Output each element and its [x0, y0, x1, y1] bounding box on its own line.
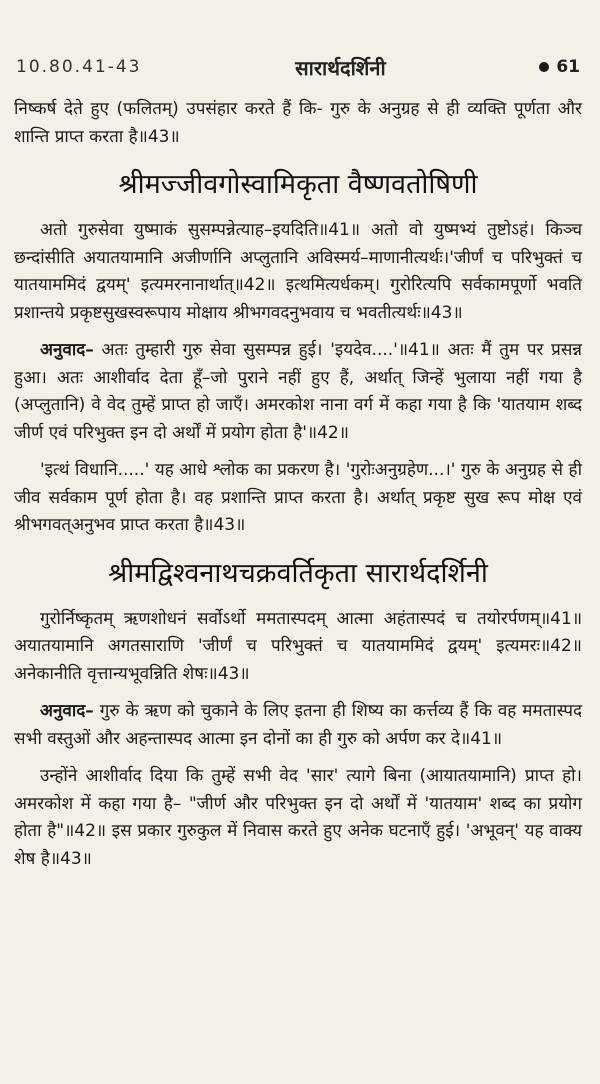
- sanskrit-commentary-2: गुरोर्निष्कृतम् ऋणशोधनं सर्वोऽर्थो ममतास्पदम् आत्मा अहंतास्पदं च तयोरर्पणम्॥41॥ अयातयामानि अगतसाराणि 'जीर्णं च परिभुक्तं च यातयाममिदं द्वयम्' इत्यमरः॥42॥ अनेकानीति वृत्तान्यभूवन्निति शेषः॥43॥: [14, 608, 582, 684]
- bullet-icon: [539, 62, 549, 72]
- section-heading-sarartha-darshini: श्रीमद्विश्वनाथचक्रवर्तिकृता सारार्थदर्शिनी: [108, 557, 488, 589]
- translation-text: अतः तुम्हारी गुरु सेवा सुसम्पन्न हुई। 'इयदेव....'॥41॥ अतः मैं तुम पर प्रसन्न हुआ। अतः आशीर्वाद देता हूँ–जो पुराने नहीं हुए हैं, अर्थात् जिन्हें भुलाया नहीं गया है (अप्लुतानि) वे वेद तुम्हें प्राप्त हो जाएँ। अमरकोश नाना वर्ग में कहा गया है कि 'यातयाम शब्द जीर्ण एवं परिभुक्त इन दो अर्थों में प्रयोग होता है'॥42॥: [14, 340, 583, 443]
- intro-paragraph: निष्कर्ष देते हुए (फलितम्) उपसंहार करते हैं कि- गुरु के अनुग्रह से ही व्यक्ति पूर्णता और शान्ति प्राप्त करता है॥43॥: [14, 99, 582, 147]
- translation-paragraph-1a: [14, 337, 582, 447]
- translation-paragraph-2a: [14, 698, 582, 753]
- translation-label: अनुवाद–: [40, 701, 94, 721]
- page-number: [539, 57, 580, 77]
- section-heading-vaishnava-toshini: श्रीमज्जीवगोस्वामिकृता वैष्णवतोषिणी: [118, 169, 478, 200]
- translation-label: अनुवाद–: [40, 340, 94, 360]
- translation-text: गुरु के ऋण को चुकाने के लिए इतना ही शिष्य का कर्त्तव्य हैं कि वह ममतास्पद सभी वस्तुओं और अहन्तास्पद आत्मा इन दोनों का ही गुरु को अर्पण कर दे॥41॥: [14, 701, 583, 749]
- sanskrit-commentary-1: अतो गुरुसेवा युष्माकं सुसम्पन्नेत्याह–इयदिति॥41॥ अतो वो युष्मभ्यं तुष्टोऽहं। किञ्च छन्दांसीति अयातयामानि अजीर्णानि अप्लुतानि अविस्मर्य–माणानीत्यर्थः।'जीर्णं च परिभुक्तं च यातयाममिदं द्वयम्' इत्यमरनानार्थात्॥42॥ इत्थमित्यर्धकम्। गुरोरित्यपि सर्वकामपूर्णो भवति प्रशान्तये प्रकृष्टसुखस्वरूपाय मोक्षाय श्रीभगवदनुभवाय च भवतीत्यर्थः॥43॥: [14, 220, 582, 323]
- page-content: [14, 96, 582, 883]
- translation-paragraph-2b: उन्होंने आशीर्वाद दिया कि तुम्हें सभी वेद 'सार' त्यागे बिना (आयातयामानि) प्राप्त हो। अमरकोश में कहा गया है– "जीर्ण और परिभुक्त इन दो अर्थों में 'यातयाम' शब्द का प्रयोग होता है"॥42॥ इस प्रकार गुरुकुल में निवास करते हुए अनेक घटनाएँ हुई। 'अभूवन्' यह वाक्य शेष है॥43॥: [14, 766, 582, 869]
- page-number-text: 61: [556, 57, 580, 77]
- translation-paragraph-1b: 'इत्थं विधानि.....' यह आधे श्लोक का प्रकरण है। 'गुरोःअनुग्रहेण...।' गुरु के अनुग्रह से ही जीव सर्वकाम पूर्ण होता है। वह प्रशान्ति प्राप्त करता है। अर्थात् प्रकृष्ट सुख रूप मोक्ष एवं श्रीभगवत्अनुभव प्राप्त करता है॥43॥: [14, 460, 582, 535]
- page-header: [16, 50, 580, 84]
- verse-reference: 10.80.41-43: [16, 57, 142, 77]
- running-title: सारार्थदर्शिनी: [295, 55, 386, 80]
